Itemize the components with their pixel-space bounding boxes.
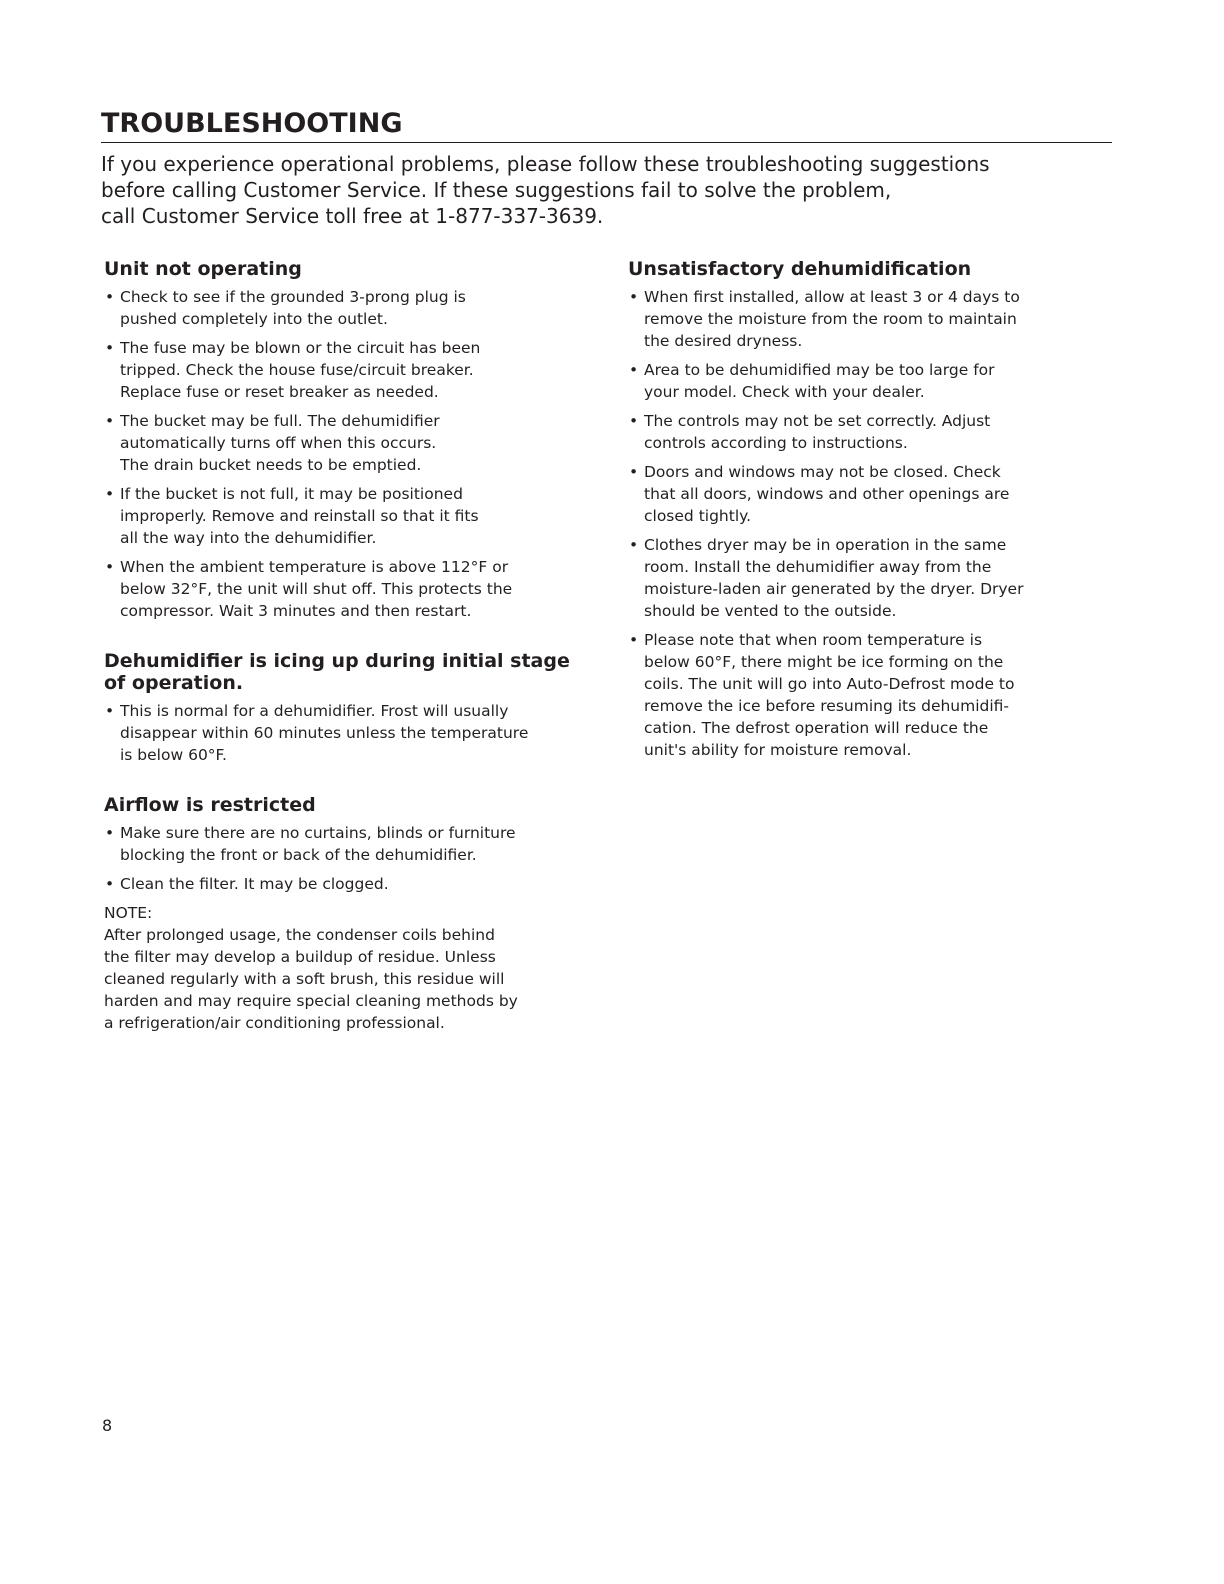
bullet-line: • The fuse may be blown or the circuit has been xyxy=(120,339,481,357)
bullet-line: cation. The defrost operation will reduce the xyxy=(644,719,989,737)
bullet-line: tripped. Check the house fuse/circuit breaker. xyxy=(120,361,474,379)
bullet-line: • When the ambient temperature is above 112°F or xyxy=(120,558,509,576)
bullet-line: Replace fuse or reset breaker as needed. xyxy=(120,383,439,401)
title-divider xyxy=(101,142,1112,143)
intro-paragraph xyxy=(101,151,1112,229)
section-icing xyxy=(104,650,584,766)
bullet-line: • The controls may not be set correctly. Adjust xyxy=(644,412,991,430)
bullet-line: is below 60°F. xyxy=(120,746,227,764)
section-heading: Airflow is restricted xyxy=(104,794,316,816)
bullet-line: blocking the front or back of the dehumidifier. xyxy=(120,846,477,864)
intro-line: If you experience operational problems, please follow these troubleshooting suggestions xyxy=(101,152,990,176)
bullet-line: that all doors, windows and other openings are xyxy=(644,485,1010,503)
bullet-list xyxy=(104,822,584,895)
section-heading xyxy=(104,650,584,694)
left-column xyxy=(104,258,584,1062)
bullet-line: • The bucket may be full. The dehumidifier xyxy=(120,412,440,430)
bullet-line: • Clothes dryer may be in operation in the same xyxy=(644,536,1007,554)
bullet-list xyxy=(104,286,584,622)
note-line: harden and may require special cleaning methods by xyxy=(104,992,518,1010)
bullet-item xyxy=(104,337,584,403)
section-heading: Unit not operating xyxy=(104,258,302,280)
bullet-line: • When first installed, allow at least 3 or 4 days to xyxy=(644,288,1020,306)
bullet-line: • This is normal for a dehumidifier. Frost will usually xyxy=(120,702,509,720)
bullet-line: • If the bucket is not full, it may be positioned xyxy=(120,485,463,503)
bullet-line: disappear within 60 minutes unless the temperature xyxy=(120,724,529,742)
bullet-line: improperly. Remove and reinstall so that it fits xyxy=(120,507,479,525)
bullet-item xyxy=(628,410,1078,454)
bullet-line: • Make sure there are no curtains, blinds or furniture xyxy=(120,824,516,842)
heading-line: Dehumidifier is icing up during initial stage xyxy=(104,650,570,672)
bullet-line: all the way into the dehumidifier. xyxy=(120,529,377,547)
bullet-list xyxy=(104,700,584,766)
note-line: the filter may develop a buildup of residue. Unless xyxy=(104,948,496,966)
note-line: a refrigeration/air conditioning professional. xyxy=(104,1014,445,1032)
bullet-line: • Area to be dehumidified may be too large for xyxy=(644,361,995,379)
bullet-item xyxy=(104,483,584,549)
bullet-item xyxy=(628,534,1078,622)
bullet-item xyxy=(104,873,584,895)
page-title: TROUBLESHOOTING xyxy=(101,108,403,139)
bullet-line: below 60°F, there might be ice forming on the xyxy=(644,653,1004,671)
bullet-line: automatically turns off when this occurs. xyxy=(120,434,437,452)
bullet-line: unit's ability for moisture removal. xyxy=(644,741,912,759)
bullet-line: remove the ice before resuming its dehumidifi- xyxy=(644,697,1010,715)
bullet-item xyxy=(628,629,1078,761)
bullet-item xyxy=(104,410,584,476)
bullet-line: • Check to see if the grounded 3-prong plug is xyxy=(120,288,466,306)
bullet-item xyxy=(628,286,1078,352)
section-unit-not-operating xyxy=(104,258,584,622)
bullet-line: your model. Check with your dealer. xyxy=(644,383,925,401)
bullet-line: pushed completely into the outlet. xyxy=(120,310,388,328)
heading-line: of operation. xyxy=(104,672,244,694)
note-text xyxy=(104,924,584,1034)
bullet-line: • Doors and windows may not be closed. Check xyxy=(644,463,1001,481)
bullet-item xyxy=(104,700,584,766)
bullet-item xyxy=(104,822,584,866)
section-heading: Unsatisfactory dehumidification xyxy=(628,258,972,280)
bullet-line: • Please note that when room temperature is xyxy=(644,631,983,649)
bullet-line: closed tightly. xyxy=(644,507,752,525)
bullet-line: coils. The unit will go into Auto-Defrost mode to xyxy=(644,675,1015,693)
bullet-line: The drain bucket needs to be emptied. xyxy=(120,456,422,474)
bullet-line: remove the moisture from the room to maintain xyxy=(644,310,1017,328)
bullet-list xyxy=(628,286,1078,761)
note-line: After prolonged usage, the condenser coils behind xyxy=(104,926,495,944)
bullet-line: the desired dryness. xyxy=(644,332,803,350)
bullet-item xyxy=(628,461,1078,527)
bullet-line: compressor. Wait 3 minutes and then restart. xyxy=(120,602,472,620)
intro-line: before calling Customer Service. If these suggestions fail to solve the problem, xyxy=(101,178,892,202)
bullet-line: below 32°F, the unit will shut off. This protects the xyxy=(120,580,513,598)
right-column xyxy=(628,258,1078,789)
bullet-line: should be vented to the outside. xyxy=(644,602,897,620)
bullet-line: moisture-laden air generated by the dryer. Dryer xyxy=(644,580,1024,598)
bullet-item xyxy=(628,359,1078,403)
bullet-line: room. Install the dehumidifier away from the xyxy=(644,558,992,576)
bullet-line: controls according to instructions. xyxy=(644,434,908,452)
note-label: NOTE: xyxy=(104,904,153,922)
note-line: cleaned regularly with a soft brush, this residue will xyxy=(104,970,505,988)
bullet-item xyxy=(104,556,584,622)
page-number: 8 xyxy=(102,1416,113,1435)
section-unsatisfactory xyxy=(628,258,1078,761)
bullet-item xyxy=(104,286,584,330)
bullet-line: • Clean the filter. It may be clogged. xyxy=(120,875,389,893)
section-airflow xyxy=(104,794,584,1034)
intro-line: call Customer Service toll free at 1-877-337-3639. xyxy=(101,204,604,228)
